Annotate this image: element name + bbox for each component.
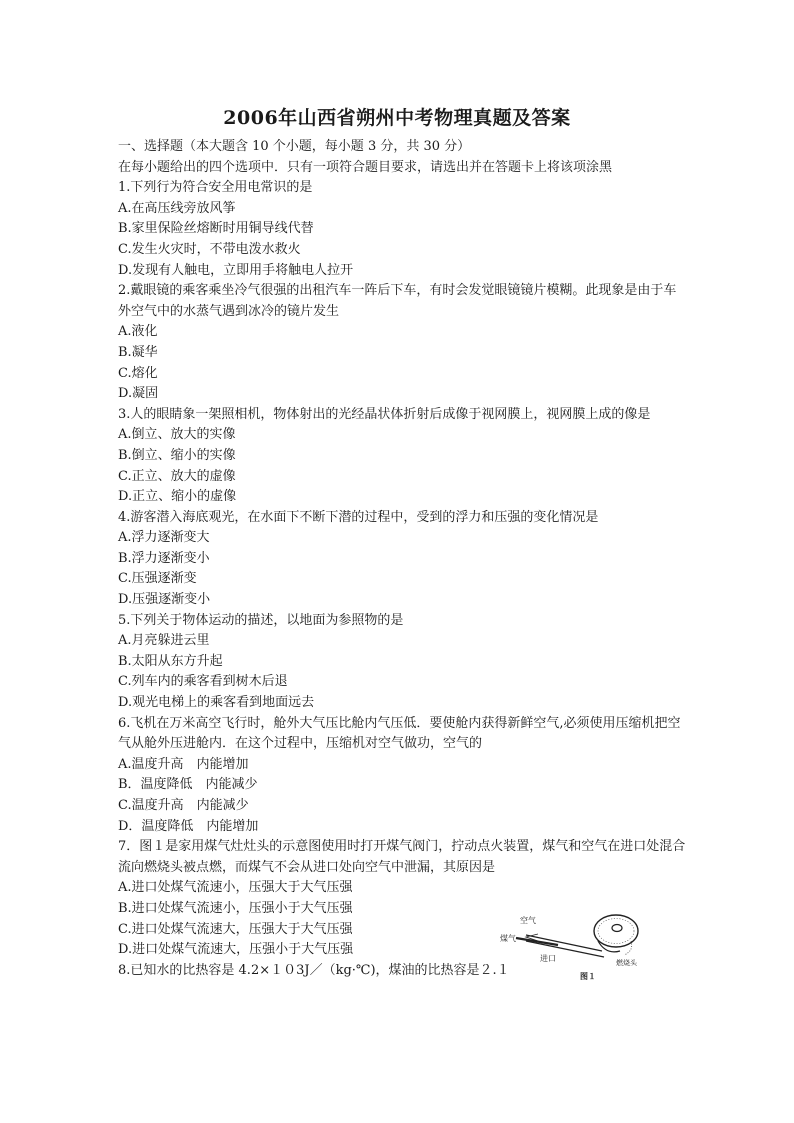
option: C.正立、放大的虚像: [118, 468, 236, 484]
figure-gas-stove: [498, 907, 648, 985]
option: A.在高压线旁放风筝: [118, 200, 236, 216]
question-stem: 1.下列行为符合安全用电常识的是: [118, 180, 313, 196]
option: D.发现有人触电，立即用手将触电人拉开: [118, 262, 354, 278]
option: C.列车内的乘客看到树木后退: [118, 674, 288, 690]
option: D.观光电梯上的乘客看到地面远去: [118, 695, 315, 711]
option: C.进口处煤气流速大，压强大于大气压强: [118, 921, 353, 937]
question-stem: 5.下列关于物体运动的描述，以地面为参照物的是: [118, 612, 404, 628]
gas-pipe-graphic: [516, 934, 604, 957]
option: D.凝固: [118, 386, 159, 402]
question-stem: 8.已知水的比热容是 4.2×１０3J／（kg·℃)，煤油的比热容是２.１: [118, 962, 510, 978]
question-stem: 3.人的眼睛象一架照相机，物体射出的光经晶状体折射后成像于视网膜上，视网膜上成的像是: [118, 406, 651, 422]
question-stem: 7．图１是家用煤气灶灶头的示意图使用时打开煤气阀门，拧动点火装置，煤气和空气在进口处混合流向燃烧头被点燃，而煤气不会从进口处向空气中泄漏，其原因是: [118, 839, 686, 875]
option: B.凝华: [118, 344, 158, 360]
option: C.温度升高 内能减少: [118, 798, 249, 813]
option: C.压强逐渐变: [118, 571, 197, 587]
page-title: 2006年山西省朔州中考物理真题及答案: [223, 107, 571, 129]
option: B.太阳从东方升起: [118, 653, 223, 669]
option: A.液化: [118, 324, 158, 340]
option: B.浮力逐渐变小: [118, 550, 210, 566]
instruction-text: 在每小题给出的四个选项中．只有一项符合题目要求，请选出并在答题卡上将该项涂黑: [118, 159, 613, 175]
burner-head-graphic: [594, 915, 638, 955]
option: B.倒立、缩小的实像: [118, 447, 236, 463]
option: D.进口处煤气流速大，压强小于大气压强: [118, 942, 354, 958]
option: A.进口处煤气流速小，压强大于大气压强: [118, 880, 353, 896]
option: A.温度升高 内能增加: [118, 756, 249, 772]
label-inlet: 进口: [540, 954, 556, 963]
option: C.熔化: [118, 365, 158, 381]
document-body: [118, 137, 688, 981]
option: C.发生火灾时，不带电泼水救火: [118, 241, 301, 257]
option: A.月亮躲进云里: [118, 633, 210, 649]
option: D.正立、缩小的虚像: [118, 489, 237, 505]
question-stem: 6.飞机在万米高空飞行时，舱外大气压比舱内气压低．要使舱内获得新鲜空气,必须使用压缩机把空气从舱外压进舱内．在这个过程中，压缩机对空气做功，空气的: [118, 715, 681, 752]
label-air: 空气: [520, 916, 536, 925]
question-stem: 4.游客潜入海底观光，在水面下不断下潜的过程中，受到的浮力和压强的变化情况是: [118, 509, 599, 525]
label-burner: 燃烧头: [616, 959, 637, 967]
option: A.浮力逐渐变大: [118, 530, 210, 546]
section-heading: 一、选择题（本大题含 10 个小题，每小题 3 分，共 30 分）: [118, 139, 471, 154]
option: B．温度降低 内能减少: [118, 777, 258, 793]
option: A.倒立、放大的实像: [118, 427, 236, 443]
option: D.压强逐渐变小: [118, 592, 211, 608]
option: D．温度降低 内能增加: [118, 818, 259, 834]
question-stem: 2.戴眼镜的乘客乘坐冷气很强的出租汽车一阵后下车，有时会发觉眼镜镜片模糊。此现象是由于车外空气中的水蒸气遇到冰冷的镜片发生: [118, 283, 677, 319]
figure-caption: 图１: [580, 972, 596, 981]
option: B.进口处煤气流速小，压强小于大气压强: [118, 900, 353, 916]
label-gas: 煤气: [500, 934, 516, 943]
option: B.家里保险丝熔断时用铜导线代替: [118, 221, 314, 237]
